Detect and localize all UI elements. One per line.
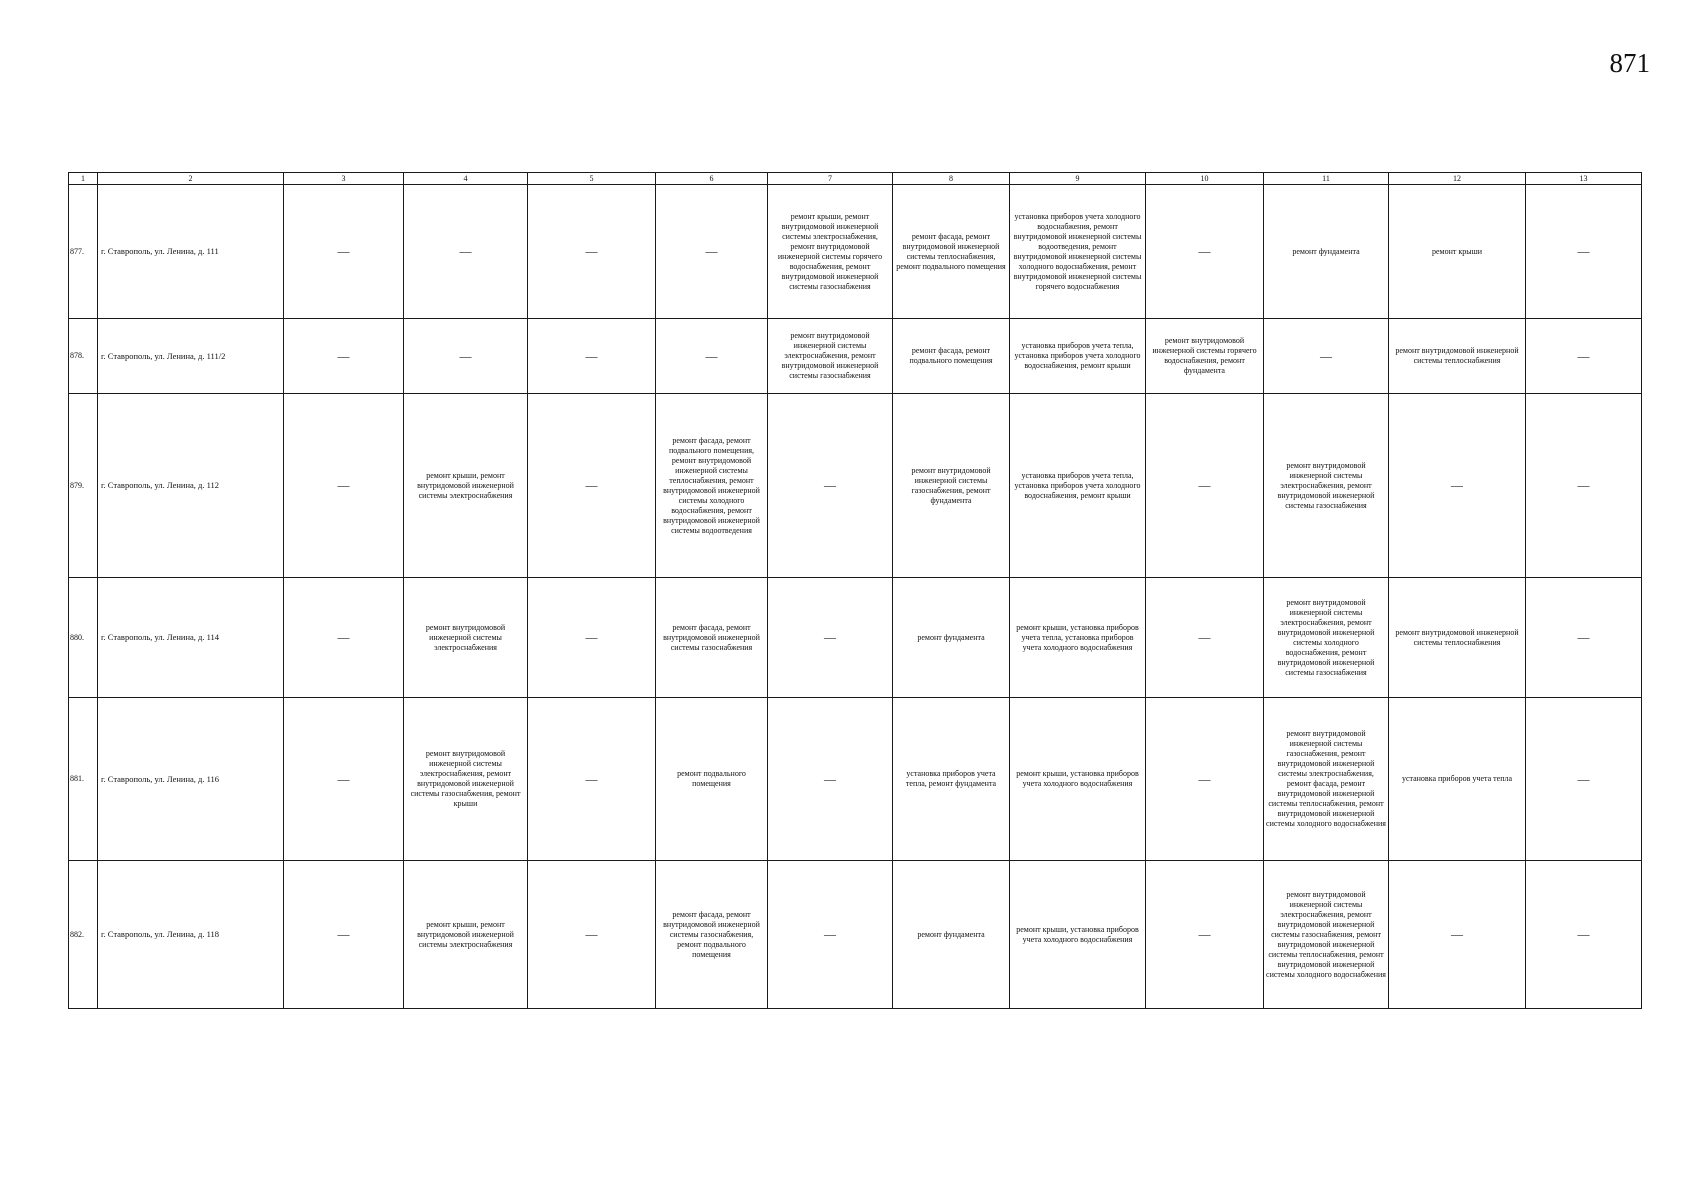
address-cell: г. Ставрополь, ул. Ленина, д. 112 [98,394,284,578]
capital-repair-table [68,172,1642,1009]
empty-cell [1146,861,1264,1009]
dash-mark: — [705,244,718,258]
work-cell: ремонт фундамента [893,861,1010,1009]
dash-mark: — [1577,927,1590,941]
empty-cell [1146,578,1264,698]
column-number: 8 [893,173,1010,185]
empty-cell [768,861,893,1009]
empty-cell [1526,319,1642,394]
work-cell: ремонт фасада, ремонт внутридомовой инженерной системы газоснабжения, ремонт подвального помещения [656,861,768,1009]
empty-cell [1264,319,1389,394]
empty-cell [1146,185,1264,319]
empty-cell [284,698,404,861]
row-number: 881. [69,698,98,861]
dash-mark: — [459,348,472,363]
dash-mark: — [1198,927,1211,941]
table-row [69,698,1642,861]
work-cell: ремонт крыши, установка приборов учета холодного водоснабжения [1010,861,1146,1009]
column-number: 3 [284,173,404,185]
dash-mark: — [1451,927,1463,941]
empty-cell [1389,394,1526,578]
empty-cell [1389,861,1526,1009]
column-number: 6 [656,173,768,185]
dash-mark: — [824,771,836,786]
empty-cell [284,185,404,319]
work-cell: установка приборов учета тепла [1389,698,1526,861]
table-row [69,319,1642,394]
work-cell: ремонт крыши, ремонт внутридомовой инженерной системы электроснабжения [404,861,528,1009]
work-cell: ремонт внутридомовой инженерной системы горячего водоснабжения, ремонт фундамента [1146,319,1264,394]
dash-mark: — [1198,771,1211,786]
dash-mark: — [1577,348,1590,363]
address-cell: г. Ставрополь, ул. Ленина, д. 118 [98,861,284,1009]
row-number: 877. [69,185,98,319]
row-number: 882. [69,861,98,1009]
work-cell: ремонт внутридомовой инженерной системы теплоснабжения [1389,578,1526,698]
column-number: 11 [1264,173,1389,185]
empty-cell [656,185,768,319]
column-number: 9 [1010,173,1146,185]
work-cell: ремонт внутридомовой инженерной системы теплоснабжения [1389,319,1526,394]
column-number-row [69,173,1642,185]
address-cell: г. Ставрополь, ул. Ленина, д. 116 [98,698,284,861]
dash-mark: — [337,630,350,644]
empty-cell [768,578,893,698]
column-number: 4 [404,173,528,185]
work-cell: ремонт внутридомовой инженерной системы электроснабжения, ремонт внутридомовой инженерной системы газоснабжения [1264,394,1389,578]
work-cell: ремонт крыши, установка приборов учета холодного водоснабжения [1010,698,1146,861]
dash-mark: — [1320,348,1332,363]
empty-cell [404,319,528,394]
empty-cell [284,578,404,698]
empty-cell [528,698,656,861]
row-number: 879. [69,394,98,578]
work-cell: ремонт внутридомовой инженерной системы электроснабжения, ремонт внутридомовой инженерной системы газоснабжения, ремонт внутридомовой инженерной системы теплоснабжения, ремонт внутридомовой инженерной системы холодного водоснабжения [1264,861,1389,1009]
empty-cell [1146,394,1264,578]
work-cell: ремонт внутридомовой инженерной системы электроснабжения [404,578,528,698]
column-number: 10 [1146,173,1264,185]
dash-mark: — [337,927,350,941]
dash-mark: — [1577,478,1590,492]
table-row [69,394,1642,578]
column-number: 1 [69,173,98,185]
work-cell: ремонт внутридомовой инженерной системы электроснабжения, ремонт внутридомовой инженерной системы холодного водоснабжения, ремонт внутридомовой инженерной системы газоснабжения [1264,578,1389,698]
empty-cell [528,861,656,1009]
column-number: 2 [98,173,284,185]
column-number: 12 [1389,173,1526,185]
work-cell: ремонт фундамента [1264,185,1389,319]
empty-cell [284,861,404,1009]
work-cell: установка приборов учета тепла, ремонт фундамента [893,698,1010,861]
dash-mark: — [337,348,350,363]
work-cell: ремонт фасада, ремонт подвального помещения, ремонт внутридомовой инженерной системы теплоснабжения, ремонт внутридомовой инженерной системы холодного водоснабжения, ремонт внутридомовой инженерной системы водоотведения [656,394,768,578]
dash-mark: — [337,771,350,786]
empty-cell [528,185,656,319]
dash-mark: — [705,348,718,363]
table-row [69,861,1642,1009]
dash-mark: — [1198,630,1211,644]
address-cell: г. Ставрополь, ул. Ленина, д. 111/2 [98,319,284,394]
empty-cell [1526,861,1642,1009]
empty-cell [284,394,404,578]
work-cell: ремонт подвального помещения [656,698,768,861]
work-cell: ремонт внутридомовой инженерной системы газоснабжения, ремонт фундамента [893,394,1010,578]
address-cell: г. Ставрополь, ул. Ленина, д. 111 [98,185,284,319]
row-number: 878. [69,319,98,394]
dash-mark: — [824,630,836,644]
column-number: 13 [1526,173,1642,185]
work-cell: ремонт внутридомовой инженерной системы электроснабжения, ремонт внутридомовой инженерной системы газоснабжения [768,319,893,394]
empty-cell [1526,698,1642,861]
empty-cell [768,394,893,578]
empty-cell [528,319,656,394]
work-cell: ремонт внутридомовой инженерной системы электроснабжения, ремонт внутридомовой инженерной системы газоснабжения, ремонт крыши [404,698,528,861]
work-cell: ремонт крыши, ремонт внутридомовой инженерной системы электроснабжения [404,394,528,578]
dash-mark: — [585,927,598,941]
dash-mark: — [337,244,350,258]
dash-mark: — [585,348,598,363]
work-cell: ремонт фасада, ремонт подвального помещения [893,319,1010,394]
work-cell: установка приборов учета холодного водоснабжения, ремонт внутридомовой инженерной системы водоотведения, ремонт внутридомовой инженерной системы холодного водоснабжения, ремонт внутридомовой инженерной системы горячего водоснабжения [1010,185,1146,319]
empty-cell [404,185,528,319]
empty-cell [656,319,768,394]
work-cell: ремонт фасада, ремонт внутридомовой инженерной системы теплоснабжения, ремонт подвального помещения [893,185,1010,319]
row-number: 880. [69,578,98,698]
work-cell: ремонт крыши, ремонт внутридомовой инженерной системы электроснабжения, ремонт внутридомовой инженерной системы горячего водоснабжения, ремонт внутридомовой инженерной системы газоснабжения [768,185,893,319]
dash-mark: — [1577,244,1590,258]
page-number: 871 [1609,48,1650,78]
dash-mark: — [1577,630,1590,644]
empty-cell [528,394,656,578]
empty-cell [528,578,656,698]
dash-mark: — [1198,478,1211,492]
work-cell: ремонт внутридомовой инженерной системы газоснабжения, ремонт внутридомовой инженерной системы электроснабжения, ремонт фасада, ремонт внутридомовой инженерной системы теплоснабжения, ремонт внутридомовой инженерной системы холодного водоснабжения [1264,698,1389,861]
work-cell: установка приборов учета тепла, установка приборов учета холодного водоснабжения, ремонт крыши [1010,319,1146,394]
work-cell: ремонт фасада, ремонт внутридомовой инженерной системы газоснабжения [656,578,768,698]
work-cell: ремонт крыши [1389,185,1526,319]
work-cell: установка приборов учета тепла, установка приборов учета холодного водоснабжения, ремонт крыши [1010,394,1146,578]
dash-mark: — [1198,244,1211,258]
table-row [69,185,1642,319]
dash-mark: — [824,927,836,941]
empty-cell [284,319,404,394]
table-row [69,578,1642,698]
work-cell: ремонт фундамента [893,578,1010,698]
dash-mark: — [585,244,598,258]
column-number: 5 [528,173,656,185]
address-cell: г. Ставрополь, ул. Ленина, д. 114 [98,578,284,698]
empty-cell [1526,394,1642,578]
dash-mark: — [824,478,836,492]
empty-cell [768,698,893,861]
empty-cell [1526,185,1642,319]
dash-mark: — [459,244,472,258]
empty-cell [1526,578,1642,698]
dash-mark: — [337,478,350,492]
dash-mark: — [585,771,598,786]
dash-mark: — [1451,478,1463,492]
column-number: 7 [768,173,893,185]
dash-mark: — [585,630,598,644]
empty-cell [1146,698,1264,861]
dash-mark: — [585,478,598,492]
dash-mark: — [1577,771,1590,786]
work-cell: ремонт крыши, установка приборов учета тепла, установка приборов учета холодного водоснабжения [1010,578,1146,698]
